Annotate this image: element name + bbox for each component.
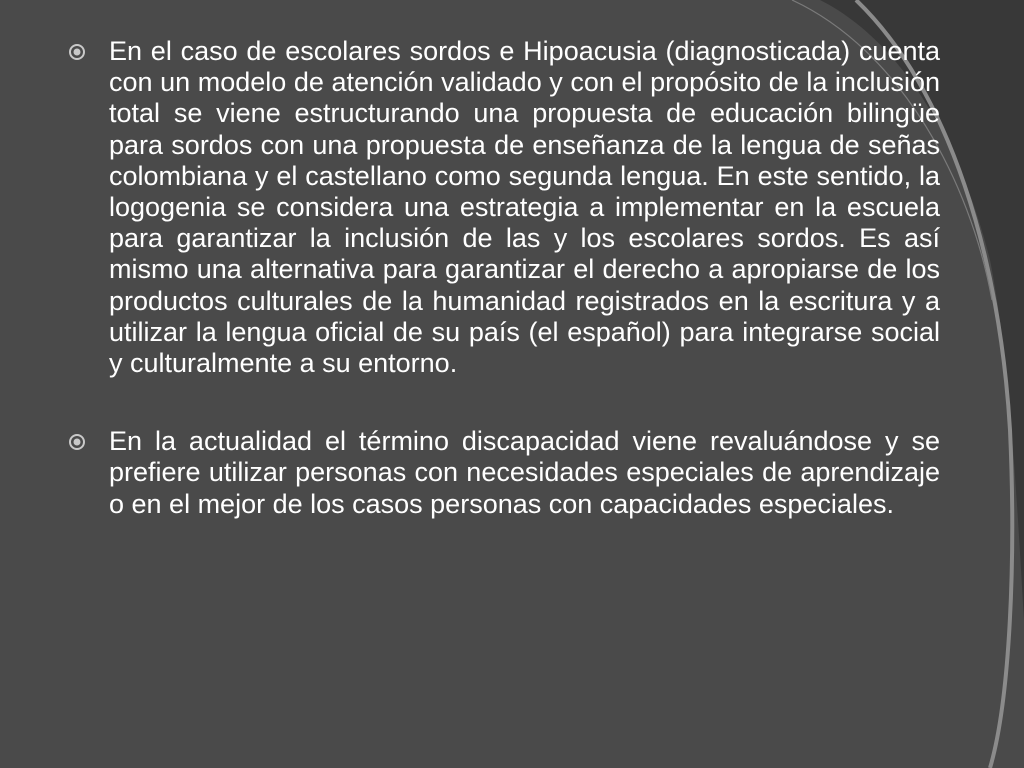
bullet-paragraph-1 [64, 36, 940, 379]
circled-dot-bullet-icon [68, 43, 86, 61]
circled-dot-bullet-icon [68, 433, 86, 451]
bullet-text-1: En el caso de escolares sordos e Hipoacusia (diagnosticada) cuenta con un modelo de atención validado y con el propósito de la inclusión total se viene estructurando una propuesta de educación bilingüe para sordos con una propuesta de enseñanza de la lengua de señas colombiana y el castellano como segunda lengua. En este sentido, la logogenia se considera una estrategia a implementar en la escuela para garantizar la inclusión de las y los escolares sordos. Es así mismo una alternativa para garantizar el derecho a apropiarse de los productos culturales de la humanidad registrados en la escritura y a utilizar la lengua oficial de su país (el español) para integrarse social y culturalmente a su entorno. [109, 36, 940, 379]
bullet-text-2: En la actualidad el término discapacidad viene revaluándose y se prefiere utilizar personas con necesidades especiales de aprendizaje o en el mejor de los casos personas con capacidades especiales. [109, 426, 940, 519]
bullet-paragraph-2 [64, 426, 940, 520]
bullet-list [64, 36, 940, 567]
